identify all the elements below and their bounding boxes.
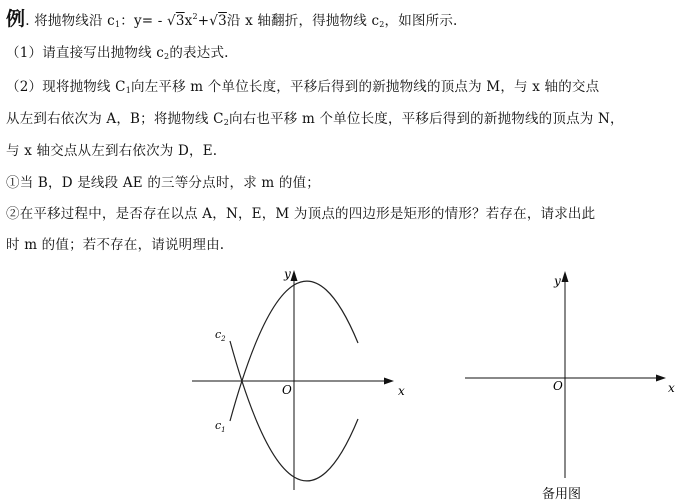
- q2-l2-text-a: 从左到右依次为 A，B；将抛物线 C: [6, 111, 224, 127]
- fig2-y-label: y: [554, 274, 561, 288]
- line1-text-h: ，如图所示.: [384, 13, 458, 29]
- q2-l2-sub: 2: [223, 118, 229, 127]
- question-2-part-2-line-1: ②在平移过程中，是否存在以点 A，N，E，M 为顶点的四边形是矩形的情形？若存在，请求出此: [6, 206, 596, 222]
- fig2-origin-label: O: [553, 379, 563, 393]
- fig1-y-label: y: [284, 267, 291, 281]
- fig2-y-axis-arrow: [562, 271, 569, 282]
- line1-text-g: 沿 x 轴翻折，得抛物线 c: [226, 13, 380, 29]
- line1-text-e: +√: [197, 13, 219, 29]
- question-2-line-3: 与 x 轴交点从左到右依次为 D，E.: [6, 143, 218, 159]
- fig1-c1-label: [215, 419, 226, 434]
- fig1-c1-label-main: c: [215, 419, 222, 432]
- fig2-x-label: x: [668, 381, 675, 395]
- q2-l2-text-b: 向右也平移 m 个单位长度，平移后得到的新抛物线的顶点为 N，: [228, 111, 624, 127]
- line1-sub-a: 1: [114, 20, 121, 29]
- line1-text-d: x: [184, 13, 193, 29]
- fig1-y-axis-arrow: [291, 270, 298, 281]
- fig1-x-axis-arrow: [384, 378, 394, 385]
- line1-text-b: ：y= - √: [120, 13, 176, 29]
- line1-text-a: . 将抛物线沿 c: [25, 13, 115, 29]
- line1-radicand-1: 3: [175, 13, 185, 29]
- q1-sub: 2: [164, 52, 170, 61]
- q1-text-b: 的表达式.: [169, 45, 229, 61]
- fig2-caption: 备用图: [542, 487, 582, 502]
- line1-sup-d: 2: [192, 12, 198, 21]
- fig1-c2-label: [215, 328, 226, 343]
- q2-l1-text-b: 向左平移 m 个单位长度，平移后得到的新抛物线的顶点为 M，与 x 轴的交点: [131, 79, 600, 95]
- line1-radicand-2: 3: [218, 13, 227, 29]
- fig1-origin-label: O: [282, 383, 292, 397]
- fig2-x-axis-arrow: [656, 375, 666, 382]
- fig1-c1-label-sub: 1: [221, 426, 226, 434]
- line1-sub-g: 2: [379, 20, 385, 29]
- q1-text-a: （1）请直接写出抛物线 c: [6, 45, 165, 61]
- fig1-c2-label-sub: 2: [221, 335, 226, 343]
- question-2-part-2-line-2: 时 m 的值；若不存在，请说明理由.: [6, 237, 225, 253]
- fig1-x-label: x: [398, 384, 405, 398]
- example-label: 例: [6, 8, 26, 30]
- fig1-c2-label-main: c: [215, 328, 222, 341]
- q2-l1-sub: 1: [125, 86, 132, 95]
- question-2-part-1: ①当 B，D 是线段 AE 的三等分点时，求 m 的值；: [6, 175, 320, 191]
- figure-2: [465, 271, 675, 502]
- q2-l1-text-a: （2）现将抛物线 C: [6, 79, 126, 95]
- figure-1: [192, 267, 405, 490]
